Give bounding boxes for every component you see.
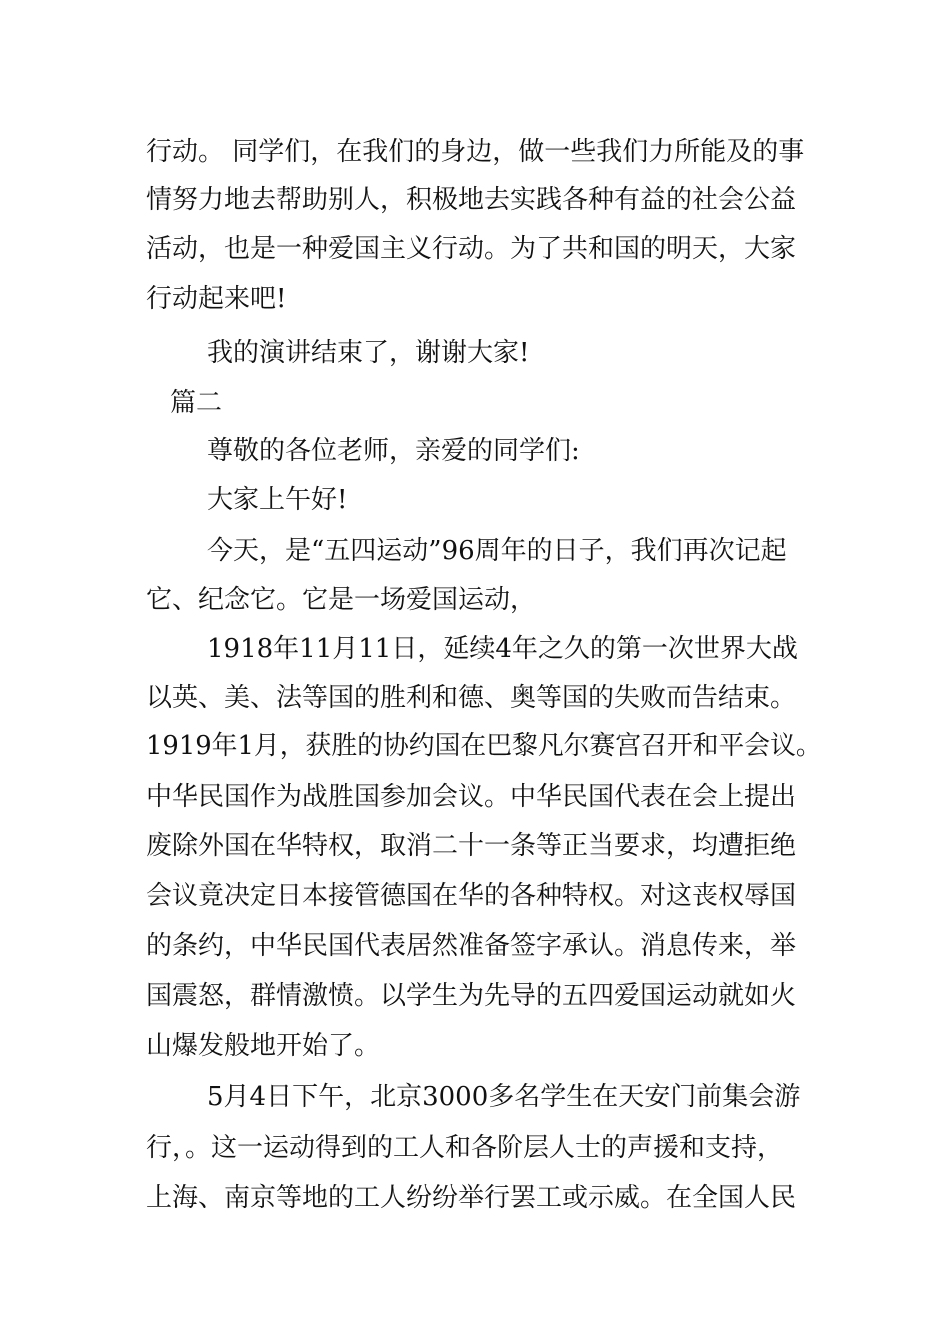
text-line: 1918年11月11日，延续4年之久的第一次世界大战 xyxy=(207,634,798,664)
section-heading: 篇二 xyxy=(170,388,223,418)
text-line: 今天，是“五四运动”96周年的日子，我们再次记起 xyxy=(207,536,787,566)
text-line: 行动起来吧! xyxy=(146,284,287,314)
text-line: 中华民国作为战胜国参加会议。中华民国代表在会上提出 xyxy=(146,782,797,812)
text-line: 行，。这一运动得到的工人和各阶层人士的声援和支持， xyxy=(146,1133,784,1163)
text-line: 的条约，中华民国代表居然准备签字承认。消息传来，举 xyxy=(146,931,797,961)
text-line: 尊敬的各位老师，亲爱的同学们: xyxy=(207,436,580,466)
text-line: 会议竟决定日本接管德国在华的各种特权。对这丧权辱国 xyxy=(146,881,797,911)
text-line: 以英、美、法等国的胜利和德、奥等国的失败而告结束。 xyxy=(146,683,797,713)
text-line: 行动。 同学们，在我们的身边，做一些我们力所能及的事 xyxy=(146,137,805,167)
text-line: 它、纪念它。它是一场爱国运动， xyxy=(146,585,537,615)
text-line: 活动，也是一种爱国主义行动。为了共和国的明天，大家 xyxy=(146,234,797,264)
text-line: 我的演讲结束了，谢谢大家! xyxy=(207,338,530,368)
text-line: 上海、南京等地的工人纷纷举行罢工或示威。在全国人民 xyxy=(146,1183,797,1213)
text-line: 大家上午好! xyxy=(207,485,348,515)
text-line: 情努力地去帮助别人，积极地去实践各种有益的社会公益 xyxy=(146,185,797,215)
text-line: 1919年1月，获胜的协约国在巴黎凡尔赛宫召开和平会议。 xyxy=(146,731,822,761)
text-line: 国震怒，群情激愤。以学生为先导的五四爱国运动就如火 xyxy=(146,981,797,1011)
text-line: 5月4日下午，北京3000多名学生在天安门前集会游 xyxy=(207,1082,801,1112)
text-line: 废除外国在华特权，取消二十一条等正当要求，均遭拒绝 xyxy=(146,831,797,861)
text-line: 山爆发般地开始了。 xyxy=(146,1031,381,1061)
